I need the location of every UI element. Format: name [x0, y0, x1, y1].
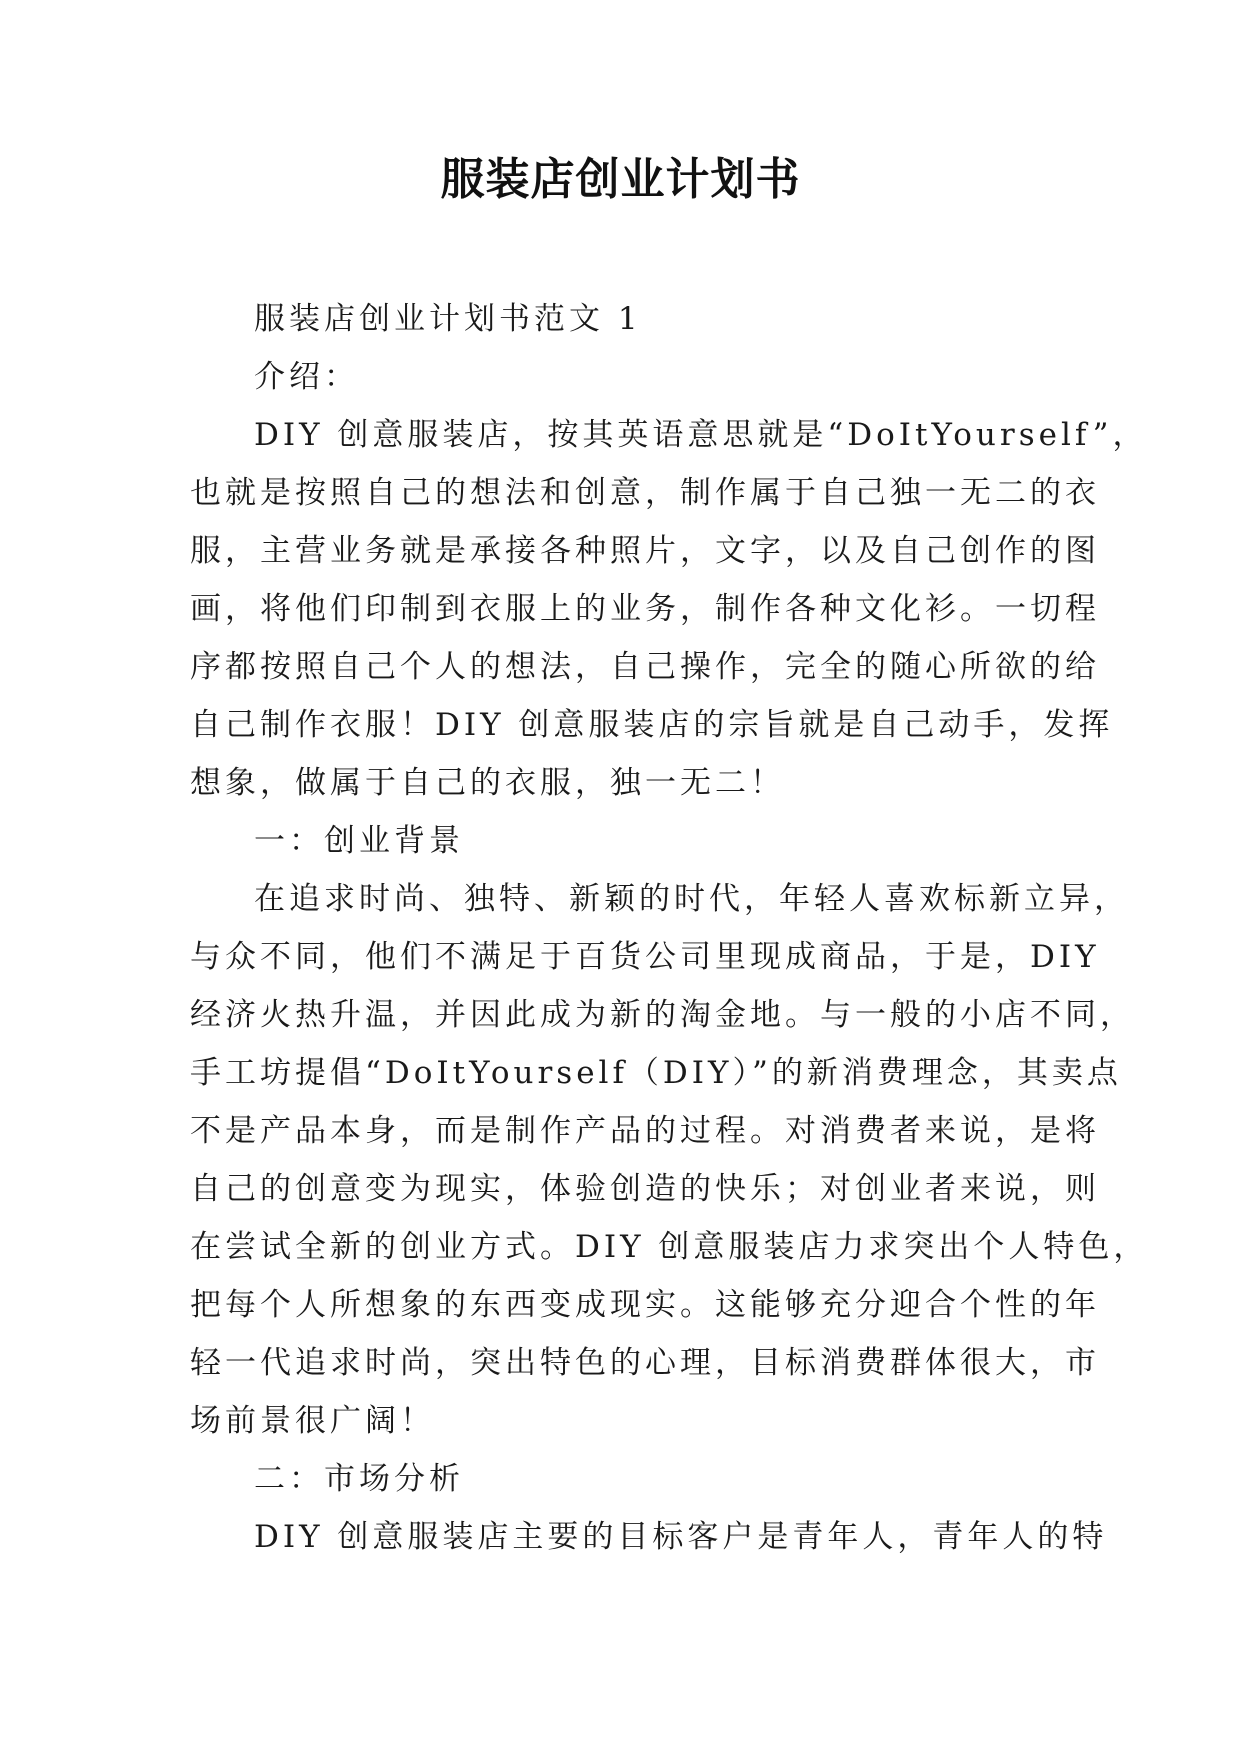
text-line: 画，将他们印制到衣服上的业务，制作各种文化衫。一切程: [190, 591, 1100, 627]
text-line: 轻一代追求时尚，突出特色的心理，目标消费群体很大，市: [190, 1345, 1100, 1381]
text-line: DIY 创意服装店主要的目标客户是青年人，青年人的特: [254, 1519, 1108, 1555]
text-line: 介绍：: [254, 359, 359, 395]
text-line: 服装店创业计划书范文 1: [254, 301, 642, 337]
text-line: 把每个人所想象的东西变成现实。这能够充分迎合个性的年: [190, 1287, 1100, 1323]
document-title: 服装店创业计划书: [440, 154, 801, 205]
text-line: 也就是按照自己的想法和创意，制作属于自己独一无二的衣: [190, 475, 1100, 511]
document-body: [190, 290, 1149, 1566]
text-line: 想象，做属于自己的衣服，独一无二！: [190, 765, 785, 801]
text-line: 经济火热升温，并因此成为新的淘金地。与一般的小店不同，: [190, 997, 1135, 1033]
text-line: 不是产品本身，而是制作产品的过程。对消费者来说，是将: [190, 1113, 1100, 1149]
section-heading: 二：市场分析: [254, 1461, 464, 1497]
text-line: 场前景很广阔！: [190, 1403, 435, 1439]
text-line: 服，主营业务就是承接各种照片，文字，以及自己创作的图: [190, 533, 1100, 569]
section-heading: 一：创业背景: [254, 823, 464, 859]
text-line: 序都按照自己个人的想法，自己操作，完全的随心所欲的给: [190, 649, 1100, 685]
text-line: 自己的创意变为现实，体验创造的快乐；对创业者来说，则: [190, 1171, 1100, 1207]
text-line: 自己制作衣服！DIY 创意服装店的宗旨就是自己动手，发挥: [190, 707, 1114, 743]
text-line: DIY 创意服装店，按其英语意思就是“DoItYourself”，: [254, 417, 1148, 453]
text-line: 手工坊提倡“DoItYourself（DIY）”的新消费理念，其卖点: [190, 1055, 1122, 1091]
text-line: 在尝试全新的创业方式。DIY 创意服装店力求突出个人特色，: [190, 1229, 1149, 1265]
text-line: 在追求时尚、独特、新颖的时代，年轻人喜欢标新立异，: [254, 881, 1129, 917]
text-line: 与众不同，他们不满足于百货公司里现成商品，于是，DIY: [190, 939, 1100, 975]
